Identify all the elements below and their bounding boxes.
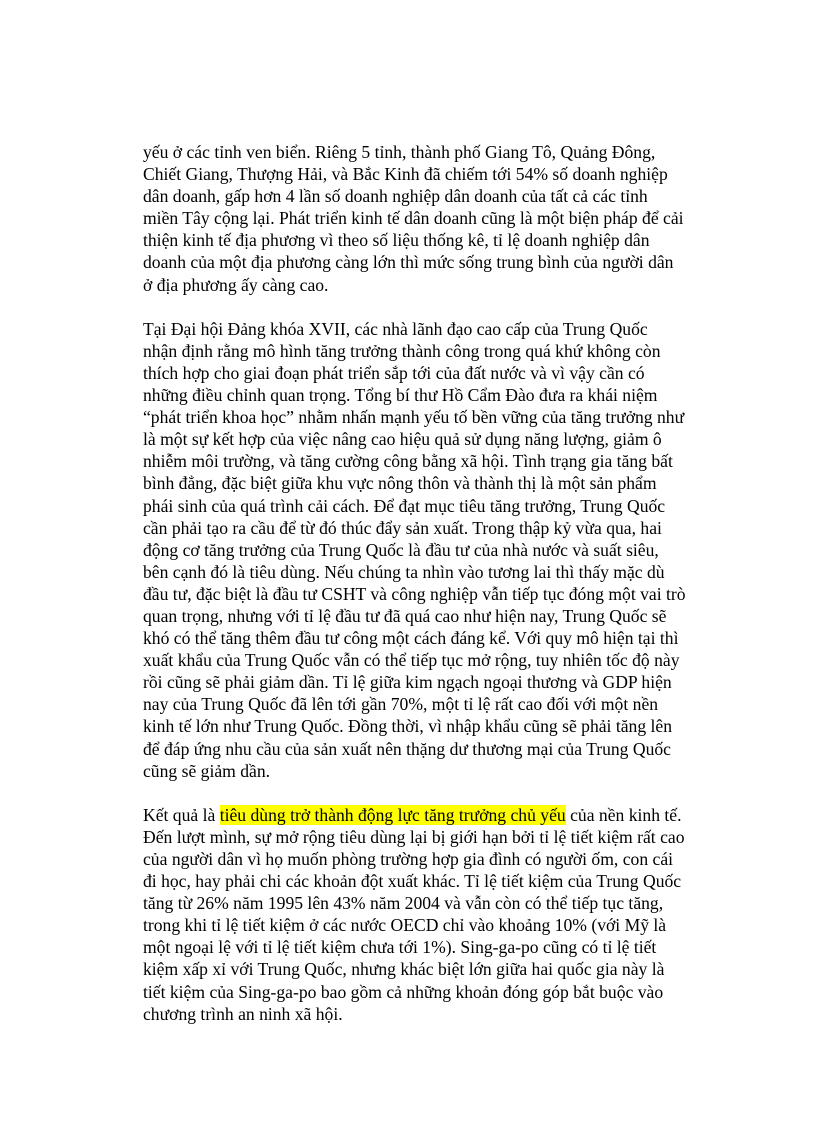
text-line: chương trình an ninh xã hội. [143, 1003, 343, 1024]
text-line: nhận định rằng mô hình tăng trưởng thành công trong quá khứ không còn [143, 340, 661, 361]
text-line: đầu tư, đặc biệt là đầu tư CSHT và công nghiệp vẫn tiếp tục đóng một vai trò [143, 583, 686, 604]
text-line: phái sinh của quá trình cải cách. Để đạt mục tiêu tăng trưởng, Trung Quốc [143, 495, 666, 516]
paragraph-2 [143, 318, 703, 782]
paragraph-3 [143, 804, 703, 1025]
text-line: thích hợp cho giai đoạn phát triển sắp tới của đất nước và vì vậy cần có [143, 362, 645, 383]
text-line: nhiễm môi trường, và tăng cường công bằng xã hội. Tình trạng gia tăng bất [143, 451, 673, 472]
text-line: ở địa phương ấy càng cao. [143, 274, 329, 295]
text-run: của nền kinh tế. [565, 804, 682, 825]
text-line: cần phải tạo ra cầu để từ đó thúc đẩy sản xuất. Trong thập kỷ vừa qua, hai [143, 517, 662, 538]
text-line: doanh của một địa phương càng lớn thì mức sống trung bình của người dân [143, 252, 674, 273]
text-line: thiện kinh tế địa phương vì theo số liệu thống kê, tỉ lệ doanh nghiệp dân [143, 230, 650, 251]
text-line: kiệm xấp xỉ với Trung Quốc, nhưng khác biệt lớn giữa hai quốc gia này là [143, 959, 665, 980]
text-line-with-highlight [143, 804, 703, 826]
paragraph-1 [143, 141, 703, 296]
document-body [143, 141, 703, 1047]
text-line: yếu ở các tỉnh ven biển. Riêng 5 tỉnh, thành phố Giang Tô, Quảng Đông, [143, 142, 656, 162]
text-line: của người dân vì họ muốn phòng trường hợp gia đình có người ốm, con cái [143, 849, 674, 869]
text-line: cũng sẽ giảm dần. [143, 760, 271, 781]
text-line: “phát triển khoa học” nhằm nhấn mạnh yếu tố bền vững của tăng trưởng như [143, 407, 685, 428]
text-line: miền Tây cộng lại. Phát triển kinh tế dân doanh cũng là một biện pháp để cải [143, 208, 684, 229]
text-line: đi học, hay phải chi các khoản đột xuất khác. Tỉ lệ tiết kiệm của Trung Quốc [143, 871, 682, 892]
text-line: rồi cũng sẽ phải giảm dần. Tỉ lệ giữa kim ngạch ngoại thương và GDP hiện [143, 672, 672, 693]
text-line: Chiết Giang, Thượng Hải, và Bắc Kinh đã chiếm tới 54% số doanh nghiệp [143, 164, 668, 185]
text-line: Tại Đại hội Đảng khóa XVII, các nhà lãnh đạo cao cấp của Trung Quốc [143, 318, 648, 339]
text-line: quan trọng, nhưng với tỉ lệ đầu tư đã quá cao như hiện nay, Trung Quốc sẽ [143, 605, 667, 626]
text-line: khó có thể tăng thêm đầu tư công một cách đáng kể. Với quy mô hiện tại thì [143, 628, 679, 649]
text-run: Kết quả là [143, 804, 220, 825]
text-line: dân doanh, gấp hơn 4 lần số doanh nghiệp dân doanh của tất cả các tỉnh [143, 186, 648, 207]
text-line: Đến lượt mình, sự mở rộng tiêu dùng lại bị giới hạn bởi tỉ lệ tiết kiệm rất cao [143, 826, 685, 847]
text-line: tăng từ 26% năm 1995 lên 43% năm 2004 và vẫn còn có thể tiếp tục tăng, [143, 893, 664, 914]
highlighted-text: tiêu dùng trở thành động lực tăng trưởng chủ yếu [219, 804, 566, 825]
text-line: những điều chỉnh quan trọng. Tổng bí thư Hồ Cẩm Đào đưa ra khái niệm [143, 385, 658, 406]
text-line: kinh tế lớn như Trung Quốc. Đồng thời, vì nhập khẩu cũng sẽ phải tăng lên [143, 716, 673, 737]
text-line: tiết kiệm của Sing-ga-po bao gồm cả những khoản đóng góp bắt buộc vào [143, 981, 664, 1002]
text-line: để đáp ứng nhu cầu của sản xuất nên thặng dư thương mại của Trung Quốc [143, 738, 671, 759]
text-line: động cơ tăng trưởng của Trung Quốc là đầu tư của nhà nước và suất siêu, [143, 539, 659, 560]
text-line: xuất khẩu của Trung Quốc vẫn có thể tiếp tục mở rộng, tuy nhiên tốc độ này [143, 650, 680, 671]
text-line: bên cạnh đó là tiêu dùng. Nếu chúng ta nhìn vào tương lai thì thấy mặc dù [143, 561, 665, 582]
text-line: trong khi tỉ lệ tiết kiệm ở các nước OECD chỉ vào khoảng 10% (với Mỹ là [143, 915, 667, 936]
text-line: bình đẳng, đặc biệt giữa khu vực nông thôn và thành thị là một sản phẩm [143, 473, 657, 494]
text-line: một ngoại lệ với tỉ lệ tiết kiệm chưa tới 1%). Sing-ga-po cũng có tỉ lệ tiết [143, 937, 657, 958]
text-line: nay của Trung Quốc đã lên tới gần 70%, một tỉ lệ rất cao đối với một nền [143, 694, 659, 715]
text-line: là một sự kết hợp của việc nâng cao hiệu quả sử dụng năng lượng, giảm ô [143, 429, 662, 450]
